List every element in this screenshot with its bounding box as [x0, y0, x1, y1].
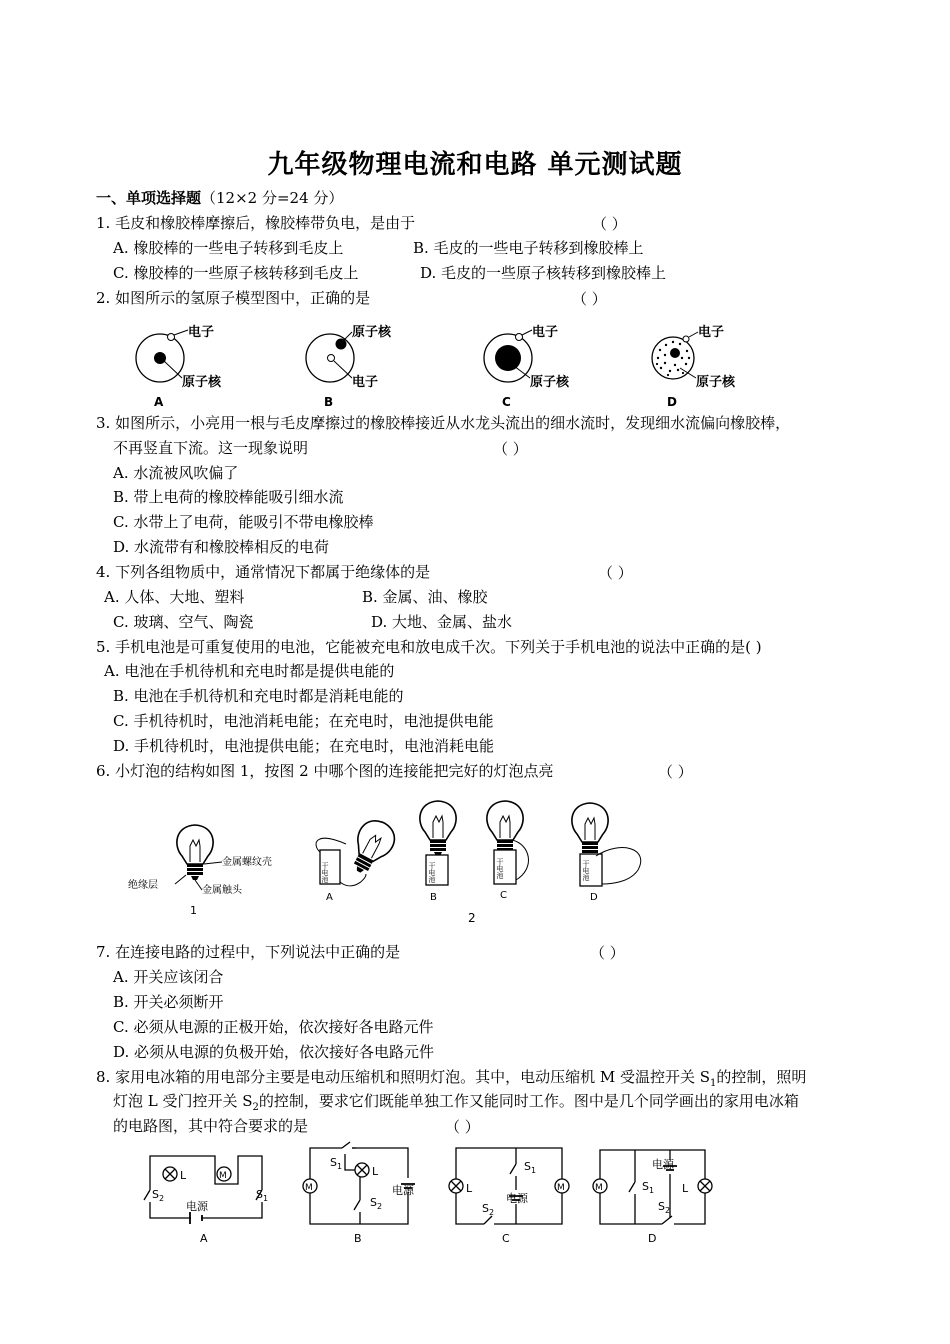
q6-stem: 6. 小灯泡的结构如图 1，按图 2 中哪个图的连接能把完好的灯泡点亮 [96, 762, 554, 780]
circuit-b-power-label: 电源 [392, 1184, 414, 1197]
q1-stem: 1. 毛皮和橡胶棒摩擦后，橡胶棒带负电，是由于 [96, 214, 416, 232]
q8-s1-subscript: 1 [710, 1078, 717, 1089]
q4-option-a: A. 人体、大地、塑料 [104, 588, 245, 606]
q3-stem-line2: 不再竖直下流。这一现象说明 [113, 439, 309, 457]
light-bulb-figure [120, 800, 660, 930]
circuit-label-b: B [354, 1232, 362, 1245]
circuit-c-lamp-label: L [466, 1182, 473, 1195]
q5-option-c: C. 手机待机时，电池消耗电能；在充电时，电池提供电能 [113, 712, 494, 730]
option-label-c: C [502, 395, 511, 409]
contact-label: 金属触头 [202, 885, 242, 896]
q8-stem-line1 [96, 1067, 806, 1094]
circuit-label-d: D [648, 1232, 657, 1245]
q5-option-a: A. 电池在手机待机和充电时都是提供电能的 [104, 662, 395, 680]
option-label-d: D [667, 395, 677, 409]
circuit-d-power-label: 电源 [652, 1158, 674, 1171]
q8-line1-part2: 的控制，照明 [716, 1068, 807, 1086]
q7-answer-blank: （ ） [590, 944, 625, 962]
q3-option-b: B. 带上电荷的橡胶棒能吸引细水流 [113, 488, 344, 506]
circuit-c-s1-label: $S_1$ [524, 1160, 537, 1175]
circuit-c-power-label: 电源 [506, 1192, 528, 1205]
q4-stem: 4. 下列各组物质中，通常情况下都属于绝缘体的是 [96, 563, 431, 581]
q5-stem: 5. 手机电池是可重复使用的电池，它能被充电和放电成千次。下列关于手机电池的说法中正确的是( ) [96, 638, 762, 656]
fig2-label-a: A [326, 892, 333, 903]
fig2-label-d: D [590, 892, 598, 903]
q4-option-c: C. 玻璃、空气、陶瓷 [113, 613, 254, 631]
q2-stem: 2. 如图所示的氢原子模型图中，正确的是 [96, 289, 371, 307]
svg-text:干电池: 干电池 [428, 862, 436, 883]
circuit-a-s2-label: $S_2$ [152, 1188, 165, 1203]
svg-text:干电池: 干电池 [496, 858, 504, 879]
q4-answer-blank: （ ） [598, 564, 633, 582]
electron-label-b: 电子 [352, 375, 379, 390]
circuit-c-s2-label: $S_2$ [482, 1202, 495, 1217]
q8-s2-subscript: 2 [252, 1102, 259, 1113]
bulb-circuit-a [316, 815, 400, 903]
q2-answer-blank: （ ） [572, 290, 607, 308]
q8-stem-line3: 的电路图，其中符合要求的是 [113, 1117, 309, 1135]
section-heading [96, 188, 343, 208]
q8-answer-blank: （ ） [445, 1118, 480, 1136]
circuit-b-s2-label: $S_2$ [370, 1196, 383, 1211]
q8-line2-part2: 的控制，要求它们既能单独工作又能同时工作。图中是几个同学画出的家用电冰箱 [258, 1092, 799, 1110]
q1-option-c: C. 橡胶棒的一些原子核转移到毛皮上 [113, 264, 359, 282]
q4-option-d: D. 大地、金属、盐水 [371, 613, 513, 631]
q5-option-b: B. 电池在手机待机和充电时都是消耗电能的 [113, 687, 404, 705]
circuit-d-motor-symbol: M [595, 1183, 603, 1193]
circuit-a-motor-symbol: M [219, 1171, 227, 1181]
q7-option-d: D. 必须从电源的负极开始，依次接好各电路元件 [113, 1043, 435, 1061]
circuit-a-lamp-label: L [180, 1169, 187, 1182]
q7-stem: 7. 在连接电路的过程中，下列说法中正确的是 [96, 943, 401, 961]
circuit-b-s1-label: $S_1$ [330, 1156, 343, 1171]
atom-models-figure [120, 318, 770, 413]
electron-label-d: 电子 [698, 325, 725, 340]
circuit-d-lamp-label: L [682, 1182, 689, 1195]
fig2-label-b: B [430, 892, 437, 903]
nucleus-label-d: 原子核 [696, 375, 736, 390]
atom-model-d [652, 324, 736, 409]
option-label-a: A [154, 395, 164, 409]
q7-option-c: C. 必须从电源的正极开始，依次接好各电路元件 [113, 1018, 434, 1036]
q6-answer-blank: （ ） [658, 763, 693, 781]
page-title: 九年级物理电流和电路 单元测试题 [267, 150, 683, 180]
bulb-circuit-c [487, 801, 529, 901]
nucleus-label-a: 原子核 [182, 375, 222, 390]
svg-text:干电池: 干电池 [582, 860, 590, 881]
svg-text:干电池: 干电池 [321, 862, 329, 883]
fig1-label: 1 [190, 904, 197, 917]
circuit-b [303, 1142, 415, 1224]
q1-option-d: D. 毛皮的一些原子核转移到橡胶棒上 [420, 264, 667, 282]
atom-model-c [484, 324, 570, 409]
electron-label-a: 电子 [188, 325, 215, 340]
circuit-d-s2-label: $S_2$ [658, 1200, 671, 1215]
q5-option-d: D. 手机待机时，电池提供电能；在充电时，电池消耗电能 [113, 737, 495, 755]
screw-shell-label: 金属螺纹壳 [222, 857, 272, 868]
insulator-label: 绝缘层 [128, 880, 158, 891]
nucleus-label-c: 原子核 [530, 375, 570, 390]
bulb-circuit-b [420, 801, 456, 903]
circuit-label-c: C [502, 1232, 510, 1245]
q1-option-a: A. 橡胶棒的一些电子转移到毛皮上 [113, 239, 344, 257]
circuit-d-s1-label: $S_1$ [642, 1180, 655, 1195]
circuit-label-a: A [200, 1232, 208, 1245]
q1-answer-blank: （ ） [592, 215, 627, 233]
q7-option-a: A. 开关应该闭合 [113, 968, 224, 986]
circuit-b-lamp-label: L [372, 1165, 379, 1178]
atom-model-a [136, 324, 222, 409]
q8-line1-part1: 8. 家用电冰箱的用电部分主要是电动压缩机和照明灯泡。其中，电动压缩机 M 受温控开关 S [96, 1068, 711, 1086]
q8-stem-line2 [113, 1091, 799, 1118]
circuit-a [144, 1156, 268, 1224]
fig2-label-c: C [500, 890, 507, 901]
q3-option-c: C. 水带上了电荷，能吸引不带电橡胶棒 [113, 513, 374, 531]
q7-option-b: B. 开关必须断开 [113, 993, 224, 1011]
circuit-c-motor-symbol: M [557, 1183, 565, 1193]
q8-line2-part1: 灯泡 L 受门控开关 S [113, 1092, 253, 1110]
q3-option-d: D. 水流带有和橡胶棒相反的电荷 [113, 538, 330, 556]
q3-answer-blank: （ ） [493, 440, 528, 458]
option-label-b: B [324, 395, 334, 409]
q3-option-a: A. 水流被风吹偏了 [113, 464, 239, 482]
q1-option-b: B. 毛皮的一些电子转移到橡胶棒上 [413, 239, 644, 257]
bulb-circuit-d [572, 803, 641, 903]
circuit-a-power-label: 电源 [186, 1200, 208, 1213]
atom-model-b [306, 324, 392, 409]
bulb-structure-fig1 [128, 825, 272, 917]
nucleus-label-b: 原子核 [352, 325, 392, 340]
q3-stem-line1: 3. 如图所示，小亮用一根与毛皮摩擦过的橡胶棒接近从水龙头流出的细水流时，发现细水流偏向橡胶棒， [96, 414, 791, 432]
circuit-a-s1-label: $S_1$ [256, 1188, 269, 1203]
electron-label-c: 电子 [532, 325, 559, 340]
section-heading-text: 一、单项选择题 [96, 189, 202, 207]
fig2-label: 2 [468, 911, 476, 925]
section-score: （12×2 分=24 分） [201, 189, 344, 207]
fridge-circuit-figure [130, 1140, 730, 1250]
q4-option-b: B. 金属、油、橡胶 [362, 588, 488, 606]
circuit-b-motor-symbol: M [305, 1183, 313, 1193]
